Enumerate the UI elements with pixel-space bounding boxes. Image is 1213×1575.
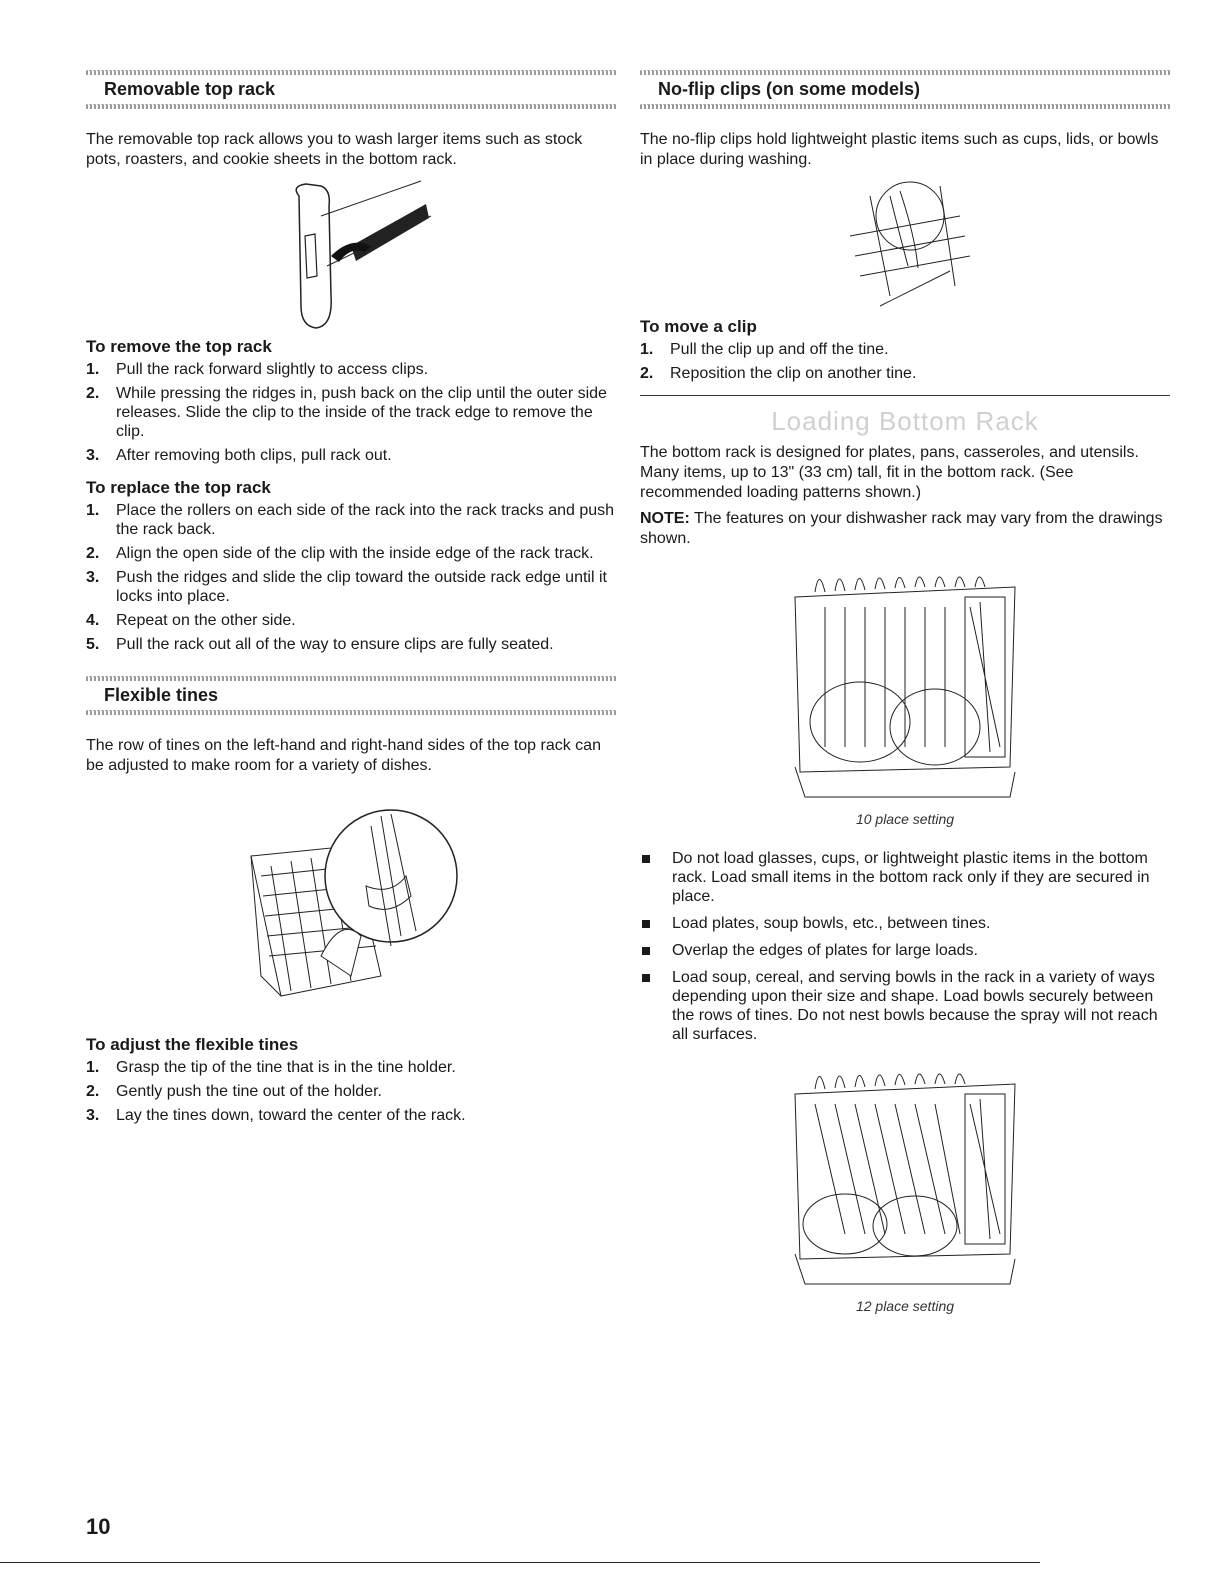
adjust-heading: To adjust the flexible tines xyxy=(86,1035,299,1054)
intro-paragraph: The no-flip clips hold lightweight plastic items such as cups, lids, or bowls in place during washing. xyxy=(640,131,1159,168)
page-number: 10 xyxy=(86,1514,111,1539)
bottom-rack-12-setting-illustration xyxy=(785,1064,1025,1294)
move-heading: To move a clip xyxy=(640,317,757,336)
intro-paragraph: The removable top rack allows you to wash larger items such as stock pots, roasters, and cookie sheets in the bottom rack. xyxy=(86,131,583,168)
figure-caption: 10 place setting xyxy=(855,811,955,827)
list-item: 5. Pull the rack out all of the way to ensure clips are fully seated. xyxy=(86,636,554,653)
list-item: 1. Pull the clip up and off the tine. xyxy=(640,341,889,358)
note-paragraph: NOTE: The features on your dishwasher rack may vary from the drawings shown. xyxy=(640,510,1163,547)
list-item: 1. Pull the rack forward slightly to access clips. xyxy=(86,361,429,378)
section-title: Removable top rack xyxy=(104,79,276,99)
page-section-title: Loading Bottom Rack xyxy=(771,406,1039,436)
section-title: Flexible tines xyxy=(104,685,219,705)
list-item: 2. Gently push the tine out of the holder. xyxy=(86,1083,382,1100)
left-column xyxy=(86,60,616,1137)
section-header-removable xyxy=(86,60,616,118)
list-item: Load soup, cereal, and serving bowls in the rack in a variety of ways depending upon their size and shape. Load bowls securely between the rows of tines. Do not nest bowls because the spray will not reach all surfaces. xyxy=(640,968,1170,1044)
remove-heading: To remove the top rack xyxy=(86,337,272,356)
figure-caption: 12 place setting xyxy=(855,1298,955,1314)
list-item: 1. Place the rollers on each side of the rack into the rack tracks and push the rack back. xyxy=(86,502,615,538)
bullet-icon xyxy=(642,920,650,928)
adjust-steps xyxy=(86,1058,616,1125)
list-item: 2. While pressing the ridges in, push back on the clip until the outer side releases. Slide the clip to the inside of the track edge to remove the clip. xyxy=(86,385,607,440)
bullet-icon xyxy=(642,855,650,863)
list-item: Overlap the edges of plates for large loads. xyxy=(640,941,1170,960)
bottom-rack-10-setting-illustration xyxy=(785,567,1025,807)
list-item: 3. Lay the tines down, toward the center of the rack. xyxy=(86,1107,466,1124)
right-column xyxy=(640,60,1170,1324)
flexible-tines-illustration xyxy=(231,806,471,1026)
list-item: 3. After removing both clips, pull rack out. xyxy=(86,447,392,464)
top-rack-clip-illustration xyxy=(261,176,441,336)
move-steps xyxy=(640,340,1170,383)
section-header-flexible xyxy=(86,666,616,724)
list-item: 2. Align the open side of the clip with the inside edge of the rack track. xyxy=(86,545,594,562)
list-item: Load plates, soup bowls, etc., between tines. xyxy=(640,914,1170,933)
list-item: 4. Repeat on the other side. xyxy=(86,612,296,629)
list-item: 2. Reposition the clip on another tine. xyxy=(640,365,917,382)
replace-steps xyxy=(86,501,616,654)
section-divider xyxy=(640,395,1170,396)
list-item: 3. Push the ridges and slide the clip toward the outside rack edge until it locks into place. xyxy=(86,569,607,605)
section-title: No-flip clips (on some models) xyxy=(658,79,921,99)
bullet-icon xyxy=(642,974,650,982)
remove-steps xyxy=(86,360,616,465)
intro-paragraph: The row of tines on the left-hand and right-hand sides of the top rack can be adjusted to make room for a variety of dishes. xyxy=(86,737,601,774)
section-header-noflip xyxy=(640,60,1170,118)
no-flip-clip-illustration xyxy=(830,176,980,316)
list-item: 1. Grasp the tip of the tine that is in the tine holder. xyxy=(86,1059,456,1076)
page-bottom-rule xyxy=(0,1562,1040,1563)
loading-tips xyxy=(640,849,1170,1044)
list-item: Do not load glasses, cups, or lightweight plastic items in the bottom rack. Load small items in the bottom rack only if they are secured in place. xyxy=(640,849,1170,906)
replace-heading: To replace the top rack xyxy=(86,478,271,497)
intro-paragraph: The bottom rack is designed for plates, pans, casseroles, and utensils. Many items, up to 13" (33 cm) tall, fit in the bottom rack. (See recommended loading patterns shown.) xyxy=(640,444,1139,501)
bullet-icon xyxy=(642,947,650,955)
